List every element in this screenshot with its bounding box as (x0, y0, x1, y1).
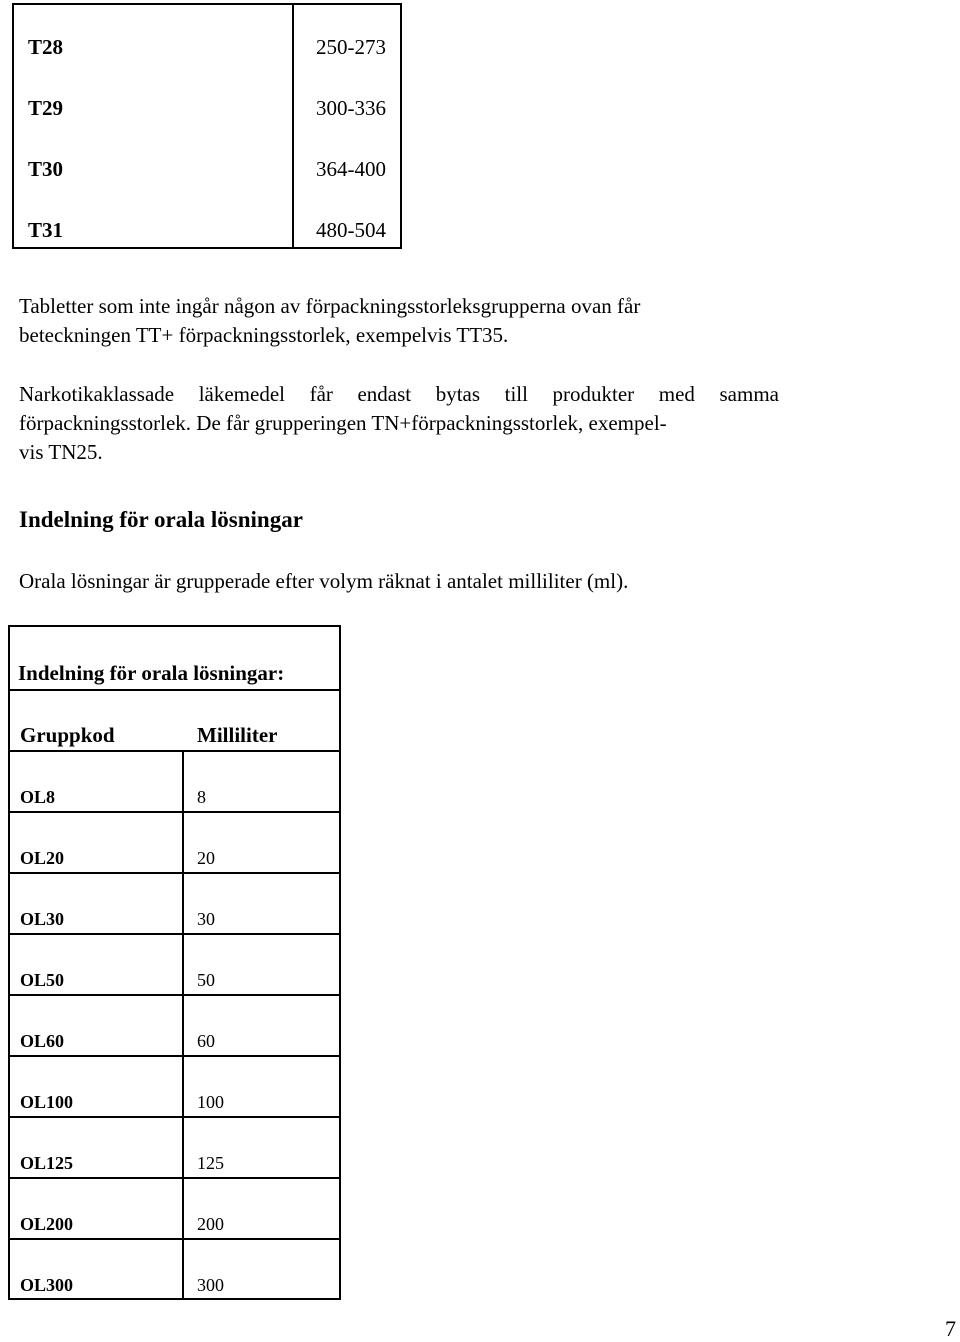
paragraph-line: beteckningen TT+ förpackningsstorlek, exempelvis TT35. (19, 323, 509, 347)
milliliter-value: 125 (197, 1153, 224, 1173)
paragraph-line: förpackningsstorlek. De får grupperingen TN+förpackningsstorlek, exempel- (19, 411, 667, 435)
tablet-size-table (12, 3, 402, 249)
group-code: OL50 (20, 970, 65, 990)
group-code: OL100 (20, 1092, 74, 1112)
row-divider (10, 689, 339, 691)
paragraph-tn (19, 380, 779, 467)
group-code: T30 (28, 157, 64, 181)
column-divider (182, 750, 184, 1298)
row-divider (10, 872, 339, 874)
table-row (14, 66, 400, 127)
milliliter-value: 8 (197, 787, 206, 807)
section-intro: Orala lösningar är grupperade efter volym räknat i antalet milliliter (ml). (19, 569, 629, 593)
group-code: OL30 (20, 909, 65, 929)
page-number: 7 (945, 1316, 956, 1341)
table-row (14, 188, 400, 249)
table-row (14, 5, 400, 66)
size-range: 300-336 (316, 96, 386, 120)
group-code: OL20 (20, 848, 65, 868)
group-code: T31 (28, 218, 64, 242)
size-range: 250-273 (316, 35, 386, 59)
size-range: 480-504 (316, 218, 386, 242)
milliliter-value: 50 (197, 970, 215, 990)
group-code: OL60 (20, 1031, 65, 1051)
group-code: T29 (28, 96, 64, 120)
size-range: 364-400 (316, 157, 386, 181)
column-header-value: Milliliter (197, 723, 278, 747)
table-title: Indelning för orala lösningar: (18, 661, 285, 685)
paragraph-tt (19, 292, 779, 350)
milliliter-value: 30 (197, 909, 215, 929)
group-code: OL300 (20, 1275, 74, 1295)
paragraph-line: Narkotikaklassade läkemedel får endast bytas till produkter med samma (19, 382, 779, 406)
table-row (14, 127, 400, 188)
milliliter-value: 20 (197, 848, 215, 868)
row-divider (10, 994, 339, 996)
row-divider (10, 1116, 339, 1118)
milliliter-value: 60 (197, 1031, 215, 1051)
column-header-code: Gruppkod (20, 723, 115, 747)
row-divider (10, 1238, 339, 1240)
section-heading: Indelning för orala lösningar (19, 507, 303, 532)
milliliter-value: 100 (197, 1092, 224, 1112)
group-code: OL8 (20, 787, 56, 807)
row-divider (10, 750, 339, 752)
milliliter-value: 200 (197, 1214, 224, 1234)
row-divider (10, 1055, 339, 1057)
row-divider (10, 1177, 339, 1179)
group-code: OL200 (20, 1214, 74, 1234)
milliliter-value: 300 (197, 1275, 224, 1295)
group-code: T28 (28, 35, 64, 59)
row-divider (10, 933, 339, 935)
paragraph-line: vis TN25. (19, 440, 103, 464)
row-divider (10, 811, 339, 813)
group-code: OL125 (20, 1153, 74, 1173)
paragraph-line: Tabletter som inte ingår någon av förpackningsstorleksgrupperna ovan får (19, 294, 641, 318)
oral-solution-table (8, 625, 341, 1300)
